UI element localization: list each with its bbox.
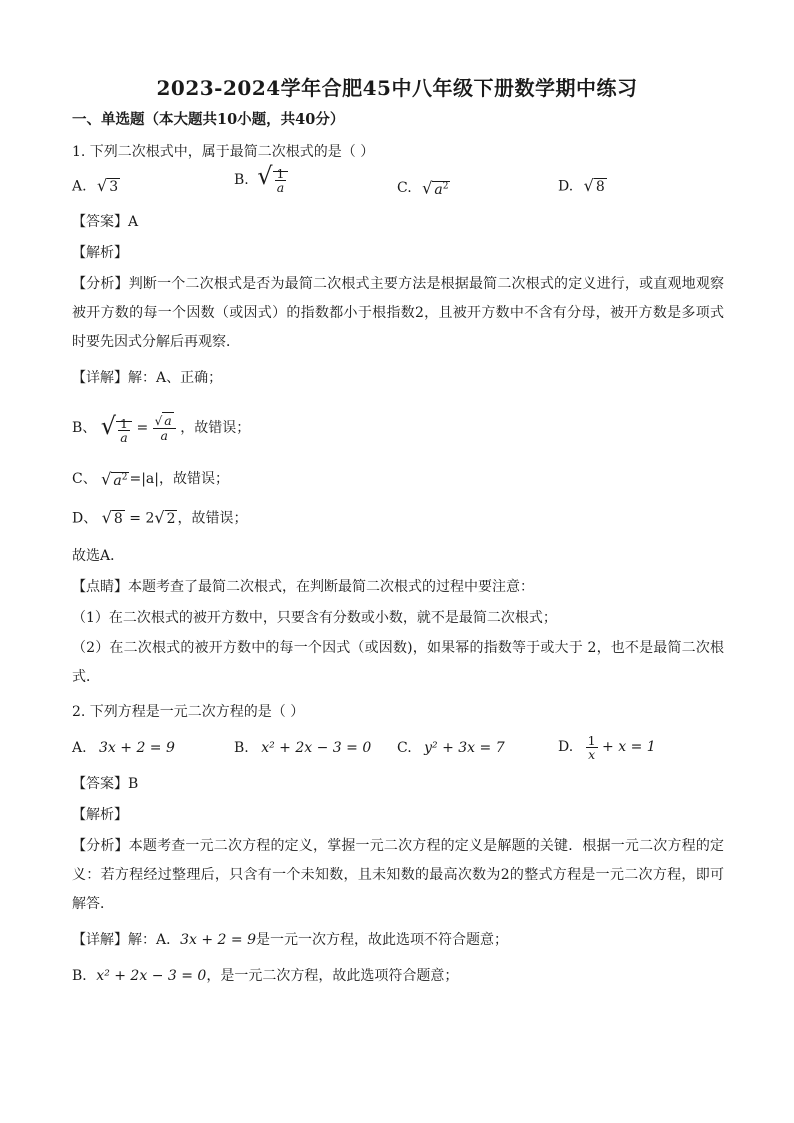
q1-note-2: （2）在二次根式的被开方数中的每一个因式（或因数)，如果幂的指数等于或大于 2，也不是最简二次根式． — [72, 640, 724, 685]
q1-analysis-text: 【分析】判断一个二次根式是否为最简二次根式主要方法是根据最简二次根式的定义进行，或直观地观察被开方数的每一个因数（或因式）的指数都小于根指数2，且被开方数中不含有分母，被开方数是多项式时要先因式分解后再观察． — [72, 276, 724, 350]
q2-analysis-label: 【解析】 — [72, 807, 128, 823]
q2-option-a: A. 3x + 2 = 9 — [72, 740, 175, 756]
q1-option-a: A. √ 3 — [72, 176, 119, 195]
q2-stem: 2. 下列方程是一元二次方程的是（ ） — [72, 704, 305, 720]
q1-option-c: C. √ $a^2$ — [397, 178, 449, 198]
q2-option-b: B. x² + 2x − 3 = 0 — [234, 740, 372, 756]
q1-conclusion: 故选A． — [72, 548, 125, 564]
q2-option-c: C. y² + 3x = 7 — [397, 740, 505, 756]
q1-note-1: （1）在二次根式的被开方数中，只要含有分数或小数，就不是最简二次根式； — [72, 610, 557, 626]
q2-answer: 【答案】B — [72, 776, 139, 792]
q1-option-d: D. √ 8 — [558, 176, 605, 195]
q1-stem: 1. 下列二次根式中，属于最简二次根式的是（ ） — [72, 144, 375, 160]
page-title: 2023-2024学年合肥45中八年级下册数学期中练习 — [156, 76, 638, 100]
q1-answer: 【答案】A — [72, 214, 139, 230]
q1-analysis-label: 【解析】 — [72, 245, 128, 261]
q2-detail: 【详解】解：A．3x + 2 = 9是一元一次方程，故此选项不符合题意； — [72, 932, 509, 948]
q2-analysis-text: 【分析】本题考查一元二次方程的定义，掌握一元二次方程的定义是解题的关键．根据一元二次方程的定义：若方程经过整理后，只含有一个未知数，且未知数的最高次数为2的整式方程是一元二次方程，即可解答． — [72, 838, 724, 912]
q1-detail: 【详解】解：A、正确； — [72, 370, 223, 386]
q2-option-d: D. $\frac{1}{x}$ + x = 1 — [558, 732, 656, 762]
section-heading: 一、单选题（本大题共10小题，共40分） — [72, 111, 345, 128]
q1-detail-b: B、 √ $\frac{1}{a}$ = $\frac{√ a}{a}$ ，故错误； — [72, 412, 251, 445]
q2-detail-b: B．x² + 2x − 3 = 0，是一元二次方程，故此选项符合题意； — [72, 968, 459, 984]
q1-note-heading: 【点睛】本题考查了最简二次根式，在判断最简二次根式的过程中要注意： — [72, 579, 534, 595]
q1-detail-c: C、 √ $a^2 =|a|$，故错误； — [72, 469, 229, 489]
q1-option-b: B. √ $\frac{1}{a}$ — [234, 166, 288, 194]
q1-detail-d: D、 √ 8 = 2√ 2 ，故错误； — [72, 508, 248, 527]
